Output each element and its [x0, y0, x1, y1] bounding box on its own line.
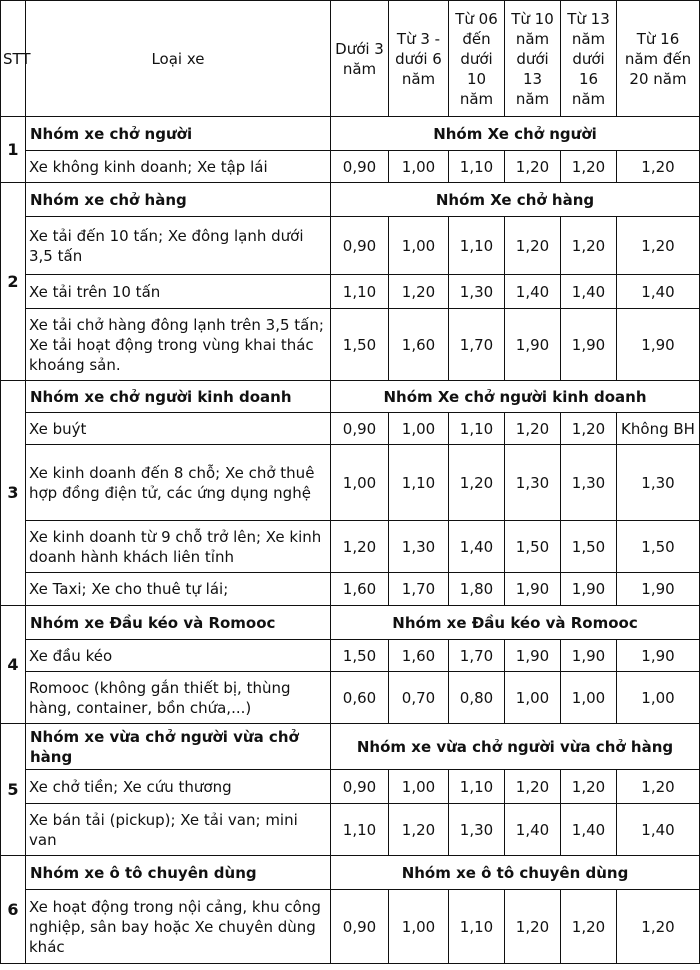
vehicle-type-cell: Xe tải đến 10 tấn; Xe đông lạnh dưới 3,5 tấn — [26, 217, 331, 275]
group-title: Nhóm xe Đầu kéo và Romooc — [26, 606, 331, 640]
rate-cell: 1,20 — [561, 890, 617, 964]
rate-cell: 1,40 — [505, 804, 561, 856]
header-stt: STT — [1, 1, 26, 117]
rate-cell: 1,00 — [331, 445, 389, 521]
rate-cell: 1,10 — [331, 804, 389, 856]
rate-cell: 1,00 — [617, 672, 700, 724]
rate-cell: 1,20 — [617, 217, 700, 275]
rate-cell: 1,00 — [561, 672, 617, 724]
rate-cell: 1,90 — [505, 309, 561, 381]
rate-cell: 1,90 — [617, 573, 700, 606]
rate-cell: 0,90 — [331, 770, 389, 804]
table-row — [1, 770, 700, 804]
group-header-row — [1, 856, 700, 890]
group-title: Nhóm xe ô tô chuyên dùng — [26, 856, 331, 890]
group-header-row — [1, 117, 700, 151]
group-stt: 4 — [1, 606, 26, 724]
header-vehicle-type: Loại xe — [26, 1, 331, 117]
group-stt: 6 — [1, 856, 26, 964]
rate-cell: 1,00 — [389, 217, 449, 275]
rate-cell: 1,40 — [561, 275, 617, 309]
header-6-to-10-years: Từ 06 đến dưới 10 năm — [449, 1, 505, 117]
rate-cell: 1,20 — [505, 151, 561, 183]
rate-cell: 1,20 — [505, 890, 561, 964]
rate-cell: 1,90 — [561, 573, 617, 606]
table-row — [1, 804, 700, 856]
rate-cell: 1,40 — [617, 804, 700, 856]
rate-cell: 0,90 — [331, 217, 389, 275]
rate-cell: 1,50 — [331, 309, 389, 381]
group-header-row — [1, 183, 700, 217]
table-row — [1, 151, 700, 183]
rate-cell: 1,20 — [617, 770, 700, 804]
rate-cell: 1,00 — [389, 890, 449, 964]
rate-cell: 1,50 — [617, 521, 700, 573]
group-merged-title: Nhóm xe vừa chở người vừa chở hàng — [331, 724, 700, 770]
table-row — [1, 309, 700, 381]
rate-cell: 1,90 — [505, 573, 561, 606]
rate-cell: 1,30 — [617, 445, 700, 521]
group-stt: 5 — [1, 724, 26, 856]
rate-cell: 1,20 — [617, 151, 700, 183]
vehicle-type-cell: Xe buýt — [26, 413, 331, 445]
group-merged-title: Nhóm xe ô tô chuyên dùng — [331, 856, 700, 890]
rate-cell: 1,00 — [389, 770, 449, 804]
vehicle-type-cell: Xe Taxi; Xe cho thuê tự lái; — [26, 573, 331, 606]
rate-cell: 1,40 — [505, 275, 561, 309]
rate-cell: 1,20 — [331, 521, 389, 573]
header-3-to-6-years: Từ 3 - dưới 6 năm — [389, 1, 449, 117]
rate-cell: 1,30 — [389, 521, 449, 573]
group-header-row — [1, 724, 700, 770]
rate-cell: 1,10 — [449, 151, 505, 183]
rate-cell: 0,70 — [389, 672, 449, 724]
rate-cell: 1,20 — [505, 413, 561, 445]
table-body — [1, 117, 700, 964]
rate-cell: 1,50 — [561, 521, 617, 573]
rate-cell: 0,90 — [331, 151, 389, 183]
rate-cell: 1,00 — [389, 151, 449, 183]
table-row — [1, 217, 700, 275]
rate-cell: 1,90 — [505, 640, 561, 672]
table-row — [1, 640, 700, 672]
rate-cell: 1,00 — [389, 413, 449, 445]
rate-cell: 0,90 — [331, 413, 389, 445]
table-row — [1, 413, 700, 445]
rate-cell: 1,60 — [389, 640, 449, 672]
rate-cell: 1,40 — [617, 275, 700, 309]
rate-cell: 1,90 — [617, 309, 700, 381]
group-merged-title: Nhóm Xe chở hàng — [331, 183, 700, 217]
rate-cell: 1,20 — [389, 804, 449, 856]
rate-cell: 1,70 — [449, 309, 505, 381]
header-13-to-16-years: Từ 13 năm dưới 16 năm — [561, 1, 617, 117]
rate-cell: 1,10 — [331, 275, 389, 309]
rate-cell: 1,20 — [561, 217, 617, 275]
rate-cell: 1,20 — [449, 445, 505, 521]
rate-cell: 1,90 — [617, 640, 700, 672]
header-row — [1, 1, 700, 117]
rate-cell: 1,90 — [561, 309, 617, 381]
table-row — [1, 672, 700, 724]
vehicle-type-cell: Xe chở tiền; Xe cứu thương — [26, 770, 331, 804]
group-stt: 1 — [1, 117, 26, 183]
rate-cell: 1,10 — [389, 445, 449, 521]
vehicle-type-cell: Xe kinh doanh từ 9 chỗ trở lên; Xe kinh doanh hành khách liên tỉnh — [26, 521, 331, 573]
header-16-to-20-years: Từ 16 năm đến 20 năm — [617, 1, 700, 117]
vehicle-type-cell: Xe bán tải (pickup); Xe tải van; mini van — [26, 804, 331, 856]
rate-cell: 1,20 — [505, 217, 561, 275]
table-row — [1, 275, 700, 309]
rate-cell: 0,80 — [449, 672, 505, 724]
rate-cell: 1,00 — [505, 672, 561, 724]
rate-cell: 1,30 — [449, 804, 505, 856]
rate-cell: 1,10 — [449, 770, 505, 804]
rate-cell: 1,20 — [389, 275, 449, 309]
rate-cell: 1,70 — [449, 640, 505, 672]
rate-cell: 1,30 — [561, 445, 617, 521]
rate-cell: 1,40 — [449, 521, 505, 573]
vehicle-type-cell: Xe tải chở hàng đông lạnh trên 3,5 tấn; Xe tải hoạt động trong vùng khai thác khoáng sản. — [26, 309, 331, 381]
vehicle-type-cell: Xe kinh doanh đến 8 chỗ; Xe chở thuê hợp đồng điện tử, các ứng dụng nghệ — [26, 445, 331, 521]
rate-cell: 1,10 — [449, 413, 505, 445]
vehicle-type-cell: Xe tải trên 10 tấn — [26, 275, 331, 309]
group-stt: 3 — [1, 381, 26, 606]
group-title: Nhóm xe vừa chở người vừa chở hàng — [26, 724, 331, 770]
rate-cell: 1,20 — [561, 151, 617, 183]
rate-cell: 1,10 — [449, 217, 505, 275]
rate-cell: 1,10 — [449, 890, 505, 964]
table-row — [1, 521, 700, 573]
table-row — [1, 573, 700, 606]
table-row — [1, 890, 700, 964]
group-title: Nhóm xe chở người kinh doanh — [26, 381, 331, 413]
rate-cell: 1,40 — [561, 804, 617, 856]
rate-cell: 1,20 — [617, 890, 700, 964]
rate-cell: 0,90 — [331, 890, 389, 964]
rate-cell: 1,20 — [561, 770, 617, 804]
group-merged-title: Nhóm xe Đầu kéo và Romooc — [331, 606, 700, 640]
rate-cell: 1,90 — [561, 640, 617, 672]
rate-cell: 1,20 — [505, 770, 561, 804]
rate-cell: 1,30 — [449, 275, 505, 309]
header-10-to-13-years: Từ 10 năm dưới 13 năm — [505, 1, 561, 117]
rate-cell: 1,20 — [561, 413, 617, 445]
rate-cell: 0,60 — [331, 672, 389, 724]
rate-cell: 1,60 — [389, 309, 449, 381]
group-header-row — [1, 606, 700, 640]
group-merged-title: Nhóm Xe chở người kinh doanh — [331, 381, 700, 413]
rate-cell: 1,60 — [331, 573, 389, 606]
vehicle-type-cell: Xe đầu kéo — [26, 640, 331, 672]
rate-cell: 1,50 — [331, 640, 389, 672]
rate-cell: 1,50 — [505, 521, 561, 573]
header-under-3-years: Dưới 3 năm — [331, 1, 389, 117]
rate-cell: Không BH — [617, 413, 700, 445]
group-title: Nhóm xe chở hàng — [26, 183, 331, 217]
group-header-row — [1, 381, 700, 413]
vehicle-type-cell: Xe hoạt động trong nội cảng, khu công nghiệp, sân bay hoặc Xe chuyên dùng khác — [26, 890, 331, 964]
rate-cell: 1,70 — [389, 573, 449, 606]
group-merged-title: Nhóm Xe chở người — [331, 117, 700, 151]
table-row — [1, 445, 700, 521]
group-stt: 2 — [1, 183, 26, 381]
vehicle-type-cell: Romooc (không gắn thiết bị, thùng hàng, container, bồn chứa,...) — [26, 672, 331, 724]
rate-cell: 1,30 — [505, 445, 561, 521]
group-title: Nhóm xe chở người — [26, 117, 331, 151]
rate-cell: 1,80 — [449, 573, 505, 606]
vehicle-type-cell: Xe không kinh doanh; Xe tập lái — [26, 151, 331, 183]
